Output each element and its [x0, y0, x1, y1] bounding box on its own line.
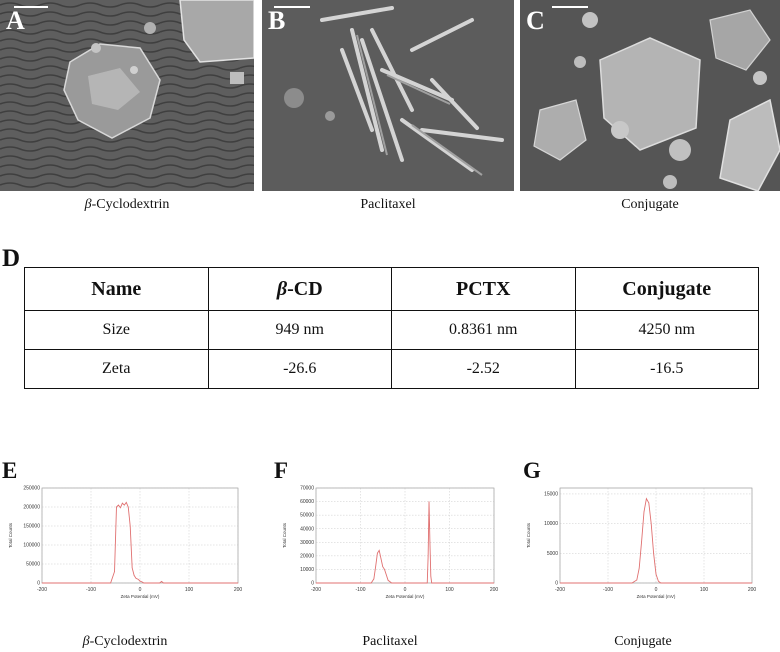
zeta-chart-g: [528, 476, 773, 612]
caption-b: [268, 197, 508, 213]
x-tick-label: -100: [355, 587, 366, 593]
data-point: [653, 553, 654, 554]
table-header-cell: Conjugate: [575, 268, 759, 311]
data-point: [431, 583, 432, 584]
beta-symbol: β: [82, 634, 90, 649]
data-point: [375, 566, 376, 567]
data-point: [379, 550, 380, 551]
y-tick-label: 0: [555, 580, 558, 587]
table-header-cell: Name: [25, 268, 209, 311]
x-tick-label: 200: [233, 587, 243, 593]
data-point: [649, 503, 650, 504]
x-tick-label: -100: [602, 587, 614, 593]
zeta-potential-chart: [528, 476, 773, 612]
y-tick-label: 250000: [23, 485, 40, 492]
y-tick-label: 30000: [300, 539, 314, 546]
data-point: [374, 579, 375, 580]
sem-image-beta-cyclodextrin: [0, 0, 254, 191]
caption-text: Paclitaxel: [360, 197, 416, 212]
data-point: [428, 556, 429, 557]
data-point: [110, 583, 111, 584]
data-point: [651, 523, 652, 524]
y-tick-label: 15000: [544, 491, 558, 498]
data-point: [134, 575, 135, 576]
x-tick-label: 200: [747, 587, 757, 593]
table-cell: 4250 nm: [575, 311, 759, 350]
zeta-potential-chart: [0, 476, 250, 612]
x-tick-label: -200: [310, 587, 322, 593]
y-tick-label: 0: [311, 580, 314, 587]
caption-text: Conjugate: [614, 634, 672, 649]
x-tick-label: 100: [445, 587, 454, 593]
table-row: [25, 311, 759, 350]
y-tick-label: 70000: [300, 485, 314, 492]
chart-caption-e: [25, 634, 225, 650]
x-axis-label: Zeta Potential (mV): [385, 594, 425, 599]
data-point: [427, 583, 428, 584]
data-point: [118, 505, 119, 506]
x-tick-label: 200: [489, 587, 499, 593]
x-tick-label: -200: [554, 587, 566, 593]
table-header-cell: [208, 268, 392, 311]
data-point: [429, 501, 430, 502]
y-tick-label: 50000: [26, 561, 40, 568]
data-point: [128, 507, 129, 508]
data-point: [371, 583, 372, 584]
data-point: [494, 583, 495, 584]
beta-symbol: β: [276, 277, 288, 300]
data-point: [42, 583, 43, 584]
data-point: [132, 568, 133, 569]
sem-image-paclitaxel: [262, 0, 514, 191]
data-point: [382, 566, 383, 567]
x-axis-label: Zeta Potential (mV): [120, 594, 160, 599]
table-cell: -16.5: [575, 350, 759, 389]
data-point: [126, 502, 127, 503]
caption-text: -Cyclodextrin: [91, 197, 170, 212]
data-point: [384, 569, 385, 570]
data-point: [646, 498, 647, 499]
data-point: [161, 581, 162, 582]
table-header-cell: PCTX: [392, 268, 576, 311]
panel-label-g: G: [523, 458, 541, 483]
y-tick-label: 50000: [300, 512, 314, 519]
y-tick-label: 5000: [546, 550, 558, 557]
sem-panel-a: [0, 0, 254, 191]
data-point: [637, 580, 638, 581]
table-cell: -2.52: [392, 350, 576, 389]
chart-caption-g: [543, 634, 743, 650]
sem-image-conjugate: [520, 0, 780, 191]
caption-a: [7, 197, 247, 213]
table-cell: Zeta: [25, 350, 209, 389]
zeta-chart-e: [0, 476, 250, 612]
sem-panel-c: [520, 0, 780, 191]
y-axis-label: Total Counts: [282, 522, 287, 549]
data-point: [639, 568, 640, 569]
zeta-chart-f: [280, 476, 520, 612]
panel-label-e: E: [2, 458, 18, 483]
x-tick-label: 0: [403, 587, 407, 593]
data-point: [388, 580, 389, 581]
data-point: [116, 507, 117, 508]
zeta-potential-chart: [280, 476, 520, 612]
data-point: [122, 503, 123, 504]
y-tick-label: 20000: [300, 553, 314, 560]
y-axis-label: Total Counts: [526, 522, 531, 549]
y-tick-label: 0: [37, 580, 40, 587]
data-point: [381, 558, 382, 559]
data-point: [144, 583, 145, 584]
data-point: [391, 583, 392, 584]
table-cell: 0.8361 nm: [392, 311, 576, 350]
panel-label-b: B: [268, 6, 286, 35]
data-point: [238, 583, 239, 584]
data-point: [146, 583, 147, 584]
table-cell: 949 nm: [208, 311, 392, 350]
table-header-row: [25, 268, 759, 311]
data-point: [138, 579, 139, 580]
data-point: [377, 553, 378, 554]
y-axis-label: Total Counts: [8, 522, 13, 549]
data-point: [142, 582, 143, 583]
y-tick-label: 40000: [300, 526, 314, 533]
x-tick-label: 0: [654, 587, 658, 593]
scale-bar: [552, 6, 588, 8]
data-point: [658, 581, 659, 582]
table-row: [25, 350, 759, 389]
plot-area: [560, 488, 752, 583]
table-cell: -26.6: [208, 350, 392, 389]
x-tick-label: 100: [184, 587, 194, 593]
data-point: [148, 583, 149, 584]
data-point: [130, 526, 131, 527]
chart-caption-f: [290, 634, 490, 650]
sem-panel-b: [262, 0, 514, 191]
data-point: [641, 541, 642, 542]
data-point: [632, 583, 633, 584]
plot-area: [316, 488, 494, 583]
y-tick-label: 150000: [23, 523, 40, 530]
data-point: [560, 583, 561, 584]
data-point: [386, 575, 387, 576]
data-point: [136, 578, 137, 579]
panel-label-d: D: [2, 245, 21, 272]
caption-text: Conjugate: [621, 197, 679, 212]
data-point: [114, 571, 115, 572]
table-cell: Size: [25, 311, 209, 350]
data-point: [644, 511, 645, 512]
y-tick-label: 200000: [23, 504, 40, 511]
data-point: [661, 583, 662, 584]
y-tick-label: 100000: [23, 542, 40, 549]
data-point: [752, 583, 753, 584]
data-point: [159, 583, 160, 584]
x-tick-label: 0: [138, 587, 142, 593]
data-point: [124, 505, 125, 506]
properties-table: [24, 267, 759, 389]
x-tick-label: -200: [36, 587, 48, 593]
caption-c: [530, 197, 770, 213]
data-point: [163, 583, 164, 584]
panel-label-f: F: [274, 458, 289, 483]
panel-label-a: A: [6, 6, 25, 35]
plot-area: [42, 488, 238, 583]
panel-label-c: C: [526, 6, 545, 35]
data-point: [430, 542, 431, 543]
y-tick-label: 10000: [300, 567, 314, 574]
caption-text: -Cyclodextrin: [89, 634, 168, 649]
beta-symbol: β: [84, 197, 92, 212]
x-axis-label: Zeta Potential (mV): [636, 594, 676, 599]
data-point: [316, 583, 317, 584]
header-text: -CD: [287, 277, 323, 300]
data-point: [120, 507, 121, 508]
data-point: [431, 576, 432, 577]
caption-text: Paclitaxel: [362, 634, 418, 649]
y-tick-label: 60000: [300, 499, 314, 506]
data-point: [140, 581, 141, 582]
y-tick-label: 10000: [544, 521, 558, 528]
x-tick-label: 100: [699, 587, 709, 593]
data-point: [656, 574, 657, 575]
x-tick-label: -100: [85, 587, 97, 593]
